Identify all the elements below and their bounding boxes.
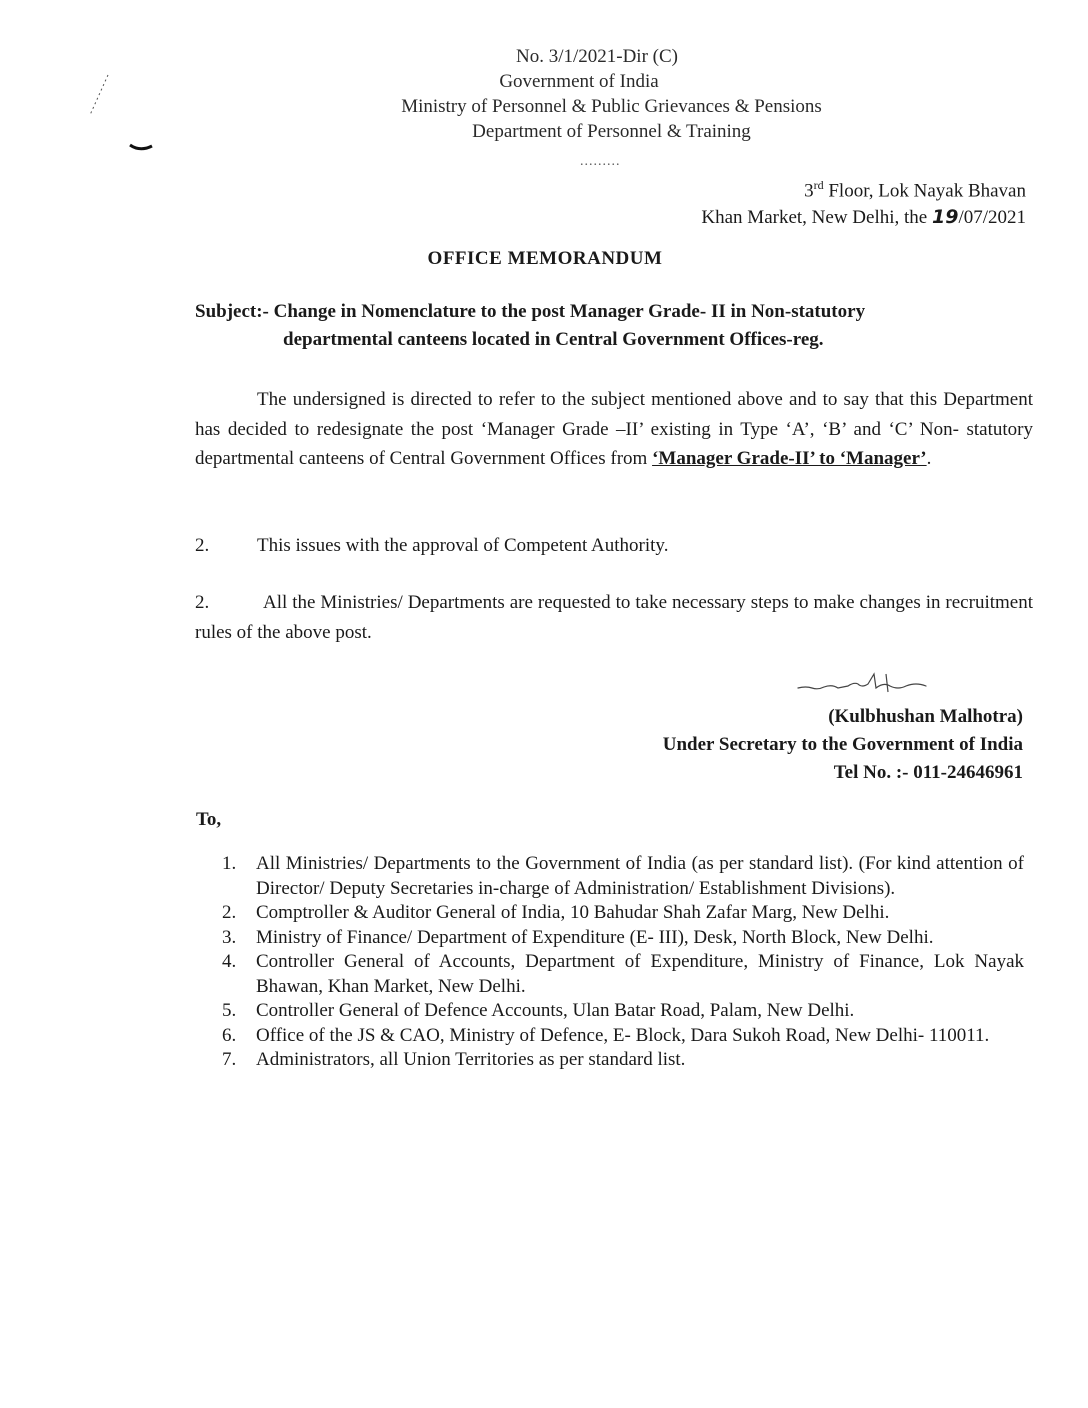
- signatory-name: (Kulbhushan Malhotra): [828, 706, 1023, 727]
- list-item: 6. Office of the JS & CAO, Ministry of Defence, E- Block, Dara Sukoh Road, New Delhi- 110011.: [222, 1024, 990, 1046]
- list-item: 5. Controller General of Defence Accounts, Ulan Batar Road, Palam, New Delhi.: [222, 1000, 855, 1021]
- paragraph-3-number: 2.: [195, 592, 210, 613]
- signatory-designation: Under Secretary to the Government of India: [662, 734, 1023, 755]
- paragraph-2-number: 2.: [195, 535, 210, 556]
- ministry-name: Ministry of Personnel & Public Grievances & Pensions: [401, 96, 822, 117]
- file-number: No. 3/1/2021-Dir (C): [515, 46, 678, 67]
- to-label: To,: [196, 809, 222, 830]
- government-name: Government of India: [499, 71, 659, 92]
- handwritten-date: 19: [931, 206, 959, 229]
- list-item: 4. Controller General of Accounts, Department of Expenditure, Ministry of Finance, Lok Nayak Bhawan, Khan Market, New Delhi.: [222, 951, 1024, 997]
- subject: [195, 298, 1033, 354]
- list-item: 1. All Ministries/ Departments to the Government of India (as per standard list). (For kind attention of Director/ Deputy Secretaries in-charge of Administration/ Establishment Divisions).: [222, 853, 1024, 899]
- signatory-block: [663, 703, 1023, 787]
- subject-line-1: Subject:- Change in Nomenclature to the post Manager Grade- II in Non-statutory: [195, 301, 866, 322]
- letterhead: [0, 44, 1088, 144]
- list-item: 7. Administrators, all Union Territories as per standard list.: [222, 1049, 686, 1070]
- paragraph-3: 2. All the Ministries/ Departments are requested to take necessary steps to make changes in recruitment rules of the above post.: [195, 588, 1033, 648]
- separator-dots: .........: [580, 154, 621, 169]
- recipient-list: [222, 852, 1024, 1073]
- list-item: 3. Ministry of Finance/ Department of Expenditure (E- III), Desk, North Block, New Delhi.: [222, 926, 934, 948]
- address-line-1: 3rd Floor, Lok Nayak Bhavan: [804, 178, 1026, 202]
- memo-title: OFFICE MEMORANDUM: [427, 248, 663, 269]
- subject-line-2: departmental canteens located in Central Government Offices-reg.: [283, 329, 824, 350]
- address-line-2: Khan Market, New Delhi, the 19/07/2021: [701, 206, 1026, 229]
- office-address: [701, 172, 1026, 231]
- paragraph-1-emphasis: ‘Manager Grade-II’ to ‘Manager’: [652, 448, 927, 469]
- handwritten-signature: [790, 668, 980, 700]
- paragraph-2: 2. This issues with the approval of Competent Authority.: [195, 531, 1033, 561]
- department-name: Department of Personnel & Training: [472, 121, 751, 142]
- signatory-telephone: Tel No. :- 011-24646961: [833, 762, 1023, 783]
- list-item: 2. Comptroller & Auditor General of India, 10 Bahudar Shah Zafar Marg, New Delhi.: [222, 902, 890, 923]
- paragraph-1: The undersigned is directed to refer to the subject mentioned above and to say that this Department has decided to redesignate the post ‘Manager Grade –II’ existing in Type ‘A’, ‘B’ and ‘C’ Non- statutory departmental canteens of Central Government Offices from ‘Manager Grade-II’ to ‘Manager’.: [195, 389, 1033, 469]
